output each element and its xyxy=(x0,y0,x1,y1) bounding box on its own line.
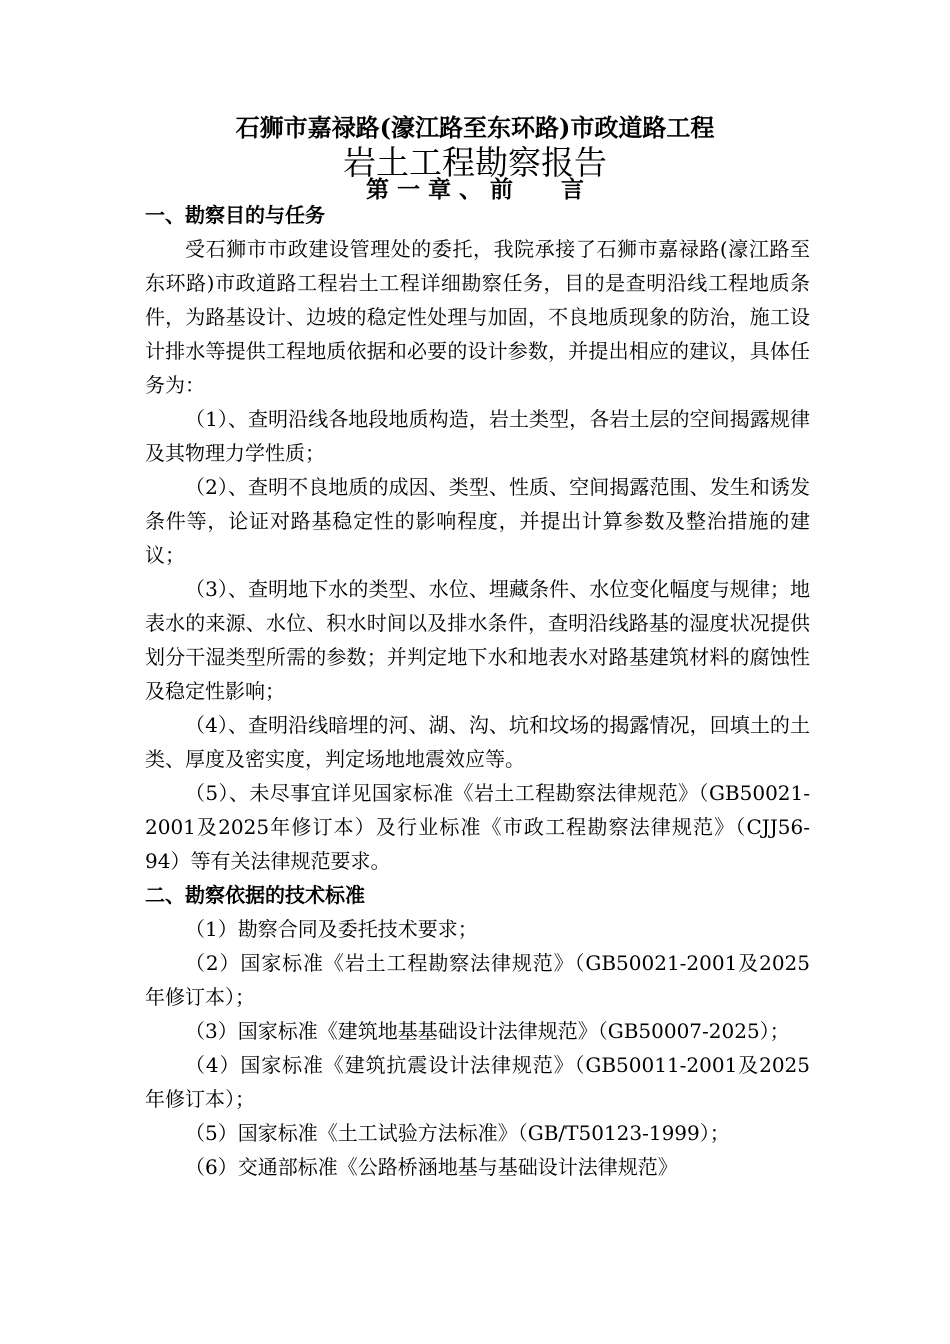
paragraph: 受石狮市市政建设管理处的委托，我院承接了石狮市嘉禄路(濠江路至东环路)市政道路工程岩土工程详细勘察任务，目的是查明沿线工程地质条件，为路基设计、边坡的稳定性处理与加固，不良地质现象的防治，施工设计排水等提供工程地质依据和必要的设计参数，并提出相应的建议，具体任务为： xyxy=(145,237,810,397)
standard-item: （3）国家标准《建筑地基基础设计法律规范》（GB50007-2025）； xyxy=(185,1019,790,1043)
document-title: 石狮市嘉禄路(濠江路至东环路)市政道路工程 xyxy=(235,113,715,142)
chapter-title: 第 一 章 、 前 言 xyxy=(365,176,585,203)
report-title: 岩土工程勘察报告 xyxy=(343,143,607,182)
standard-item: （2）国家标准《岩土工程勘察法律规范》（GB50021-2001及2025年修订本）； xyxy=(145,951,810,1009)
standard-item: （4）国家标准《建筑抗震设计法律规范》（GB50011-2001及2025年修订本）； xyxy=(145,1053,810,1111)
standard-item: （6）交通部标准《公路桥涵地基与基础设计法律规范》 xyxy=(185,1155,678,1179)
section-heading: 二、勘察依据的技术标准 xyxy=(145,883,365,907)
standard-item: （1）勘察合同及委托技术要求； xyxy=(185,917,478,941)
standard-item: （5）国家标准《土工试验方法标准》（GB/T50123-1999）； xyxy=(185,1121,730,1145)
task-item: （4）、查明沿线暗埋的河、湖、沟、坑和坟场的揭露情况，回填土的土类、厚度及密实度，判定场地地震效应等。 xyxy=(145,713,810,771)
document-body xyxy=(145,198,810,1184)
task-item: （3）、查明地下水的类型、水位、埋藏条件、水位变化幅度与规律；地表水的来源、水位、积水时间以及排水条件，查明沿线路基的湿度状况提供划分干湿类型所需的参数；并判定地下水和地表水对路基建筑材料的腐蚀性及稳定性影响； xyxy=(145,577,810,703)
task-item: （2）、查明不良地质的成因、类型、性质、空间揭露范围、发生和诱发条件等，论证对路基稳定性的影响程度，并提出计算参数及整治措施的建议； xyxy=(145,475,810,567)
task-item: （5）、未尽事宜详见国家标准《岩土工程勘察法律规范》（GB50021-2001及2025年修订本）及行业标准《市政工程勘察法律规范》（CJJ56-94）等有关法律规范要求。 xyxy=(145,781,810,873)
section-heading: 一、勘察目的与任务 xyxy=(145,203,325,227)
task-item: （1）、查明沿线各地段地质构造，岩土类型，各岩土层的空间揭露规律及其物理力学性质； xyxy=(145,407,810,465)
